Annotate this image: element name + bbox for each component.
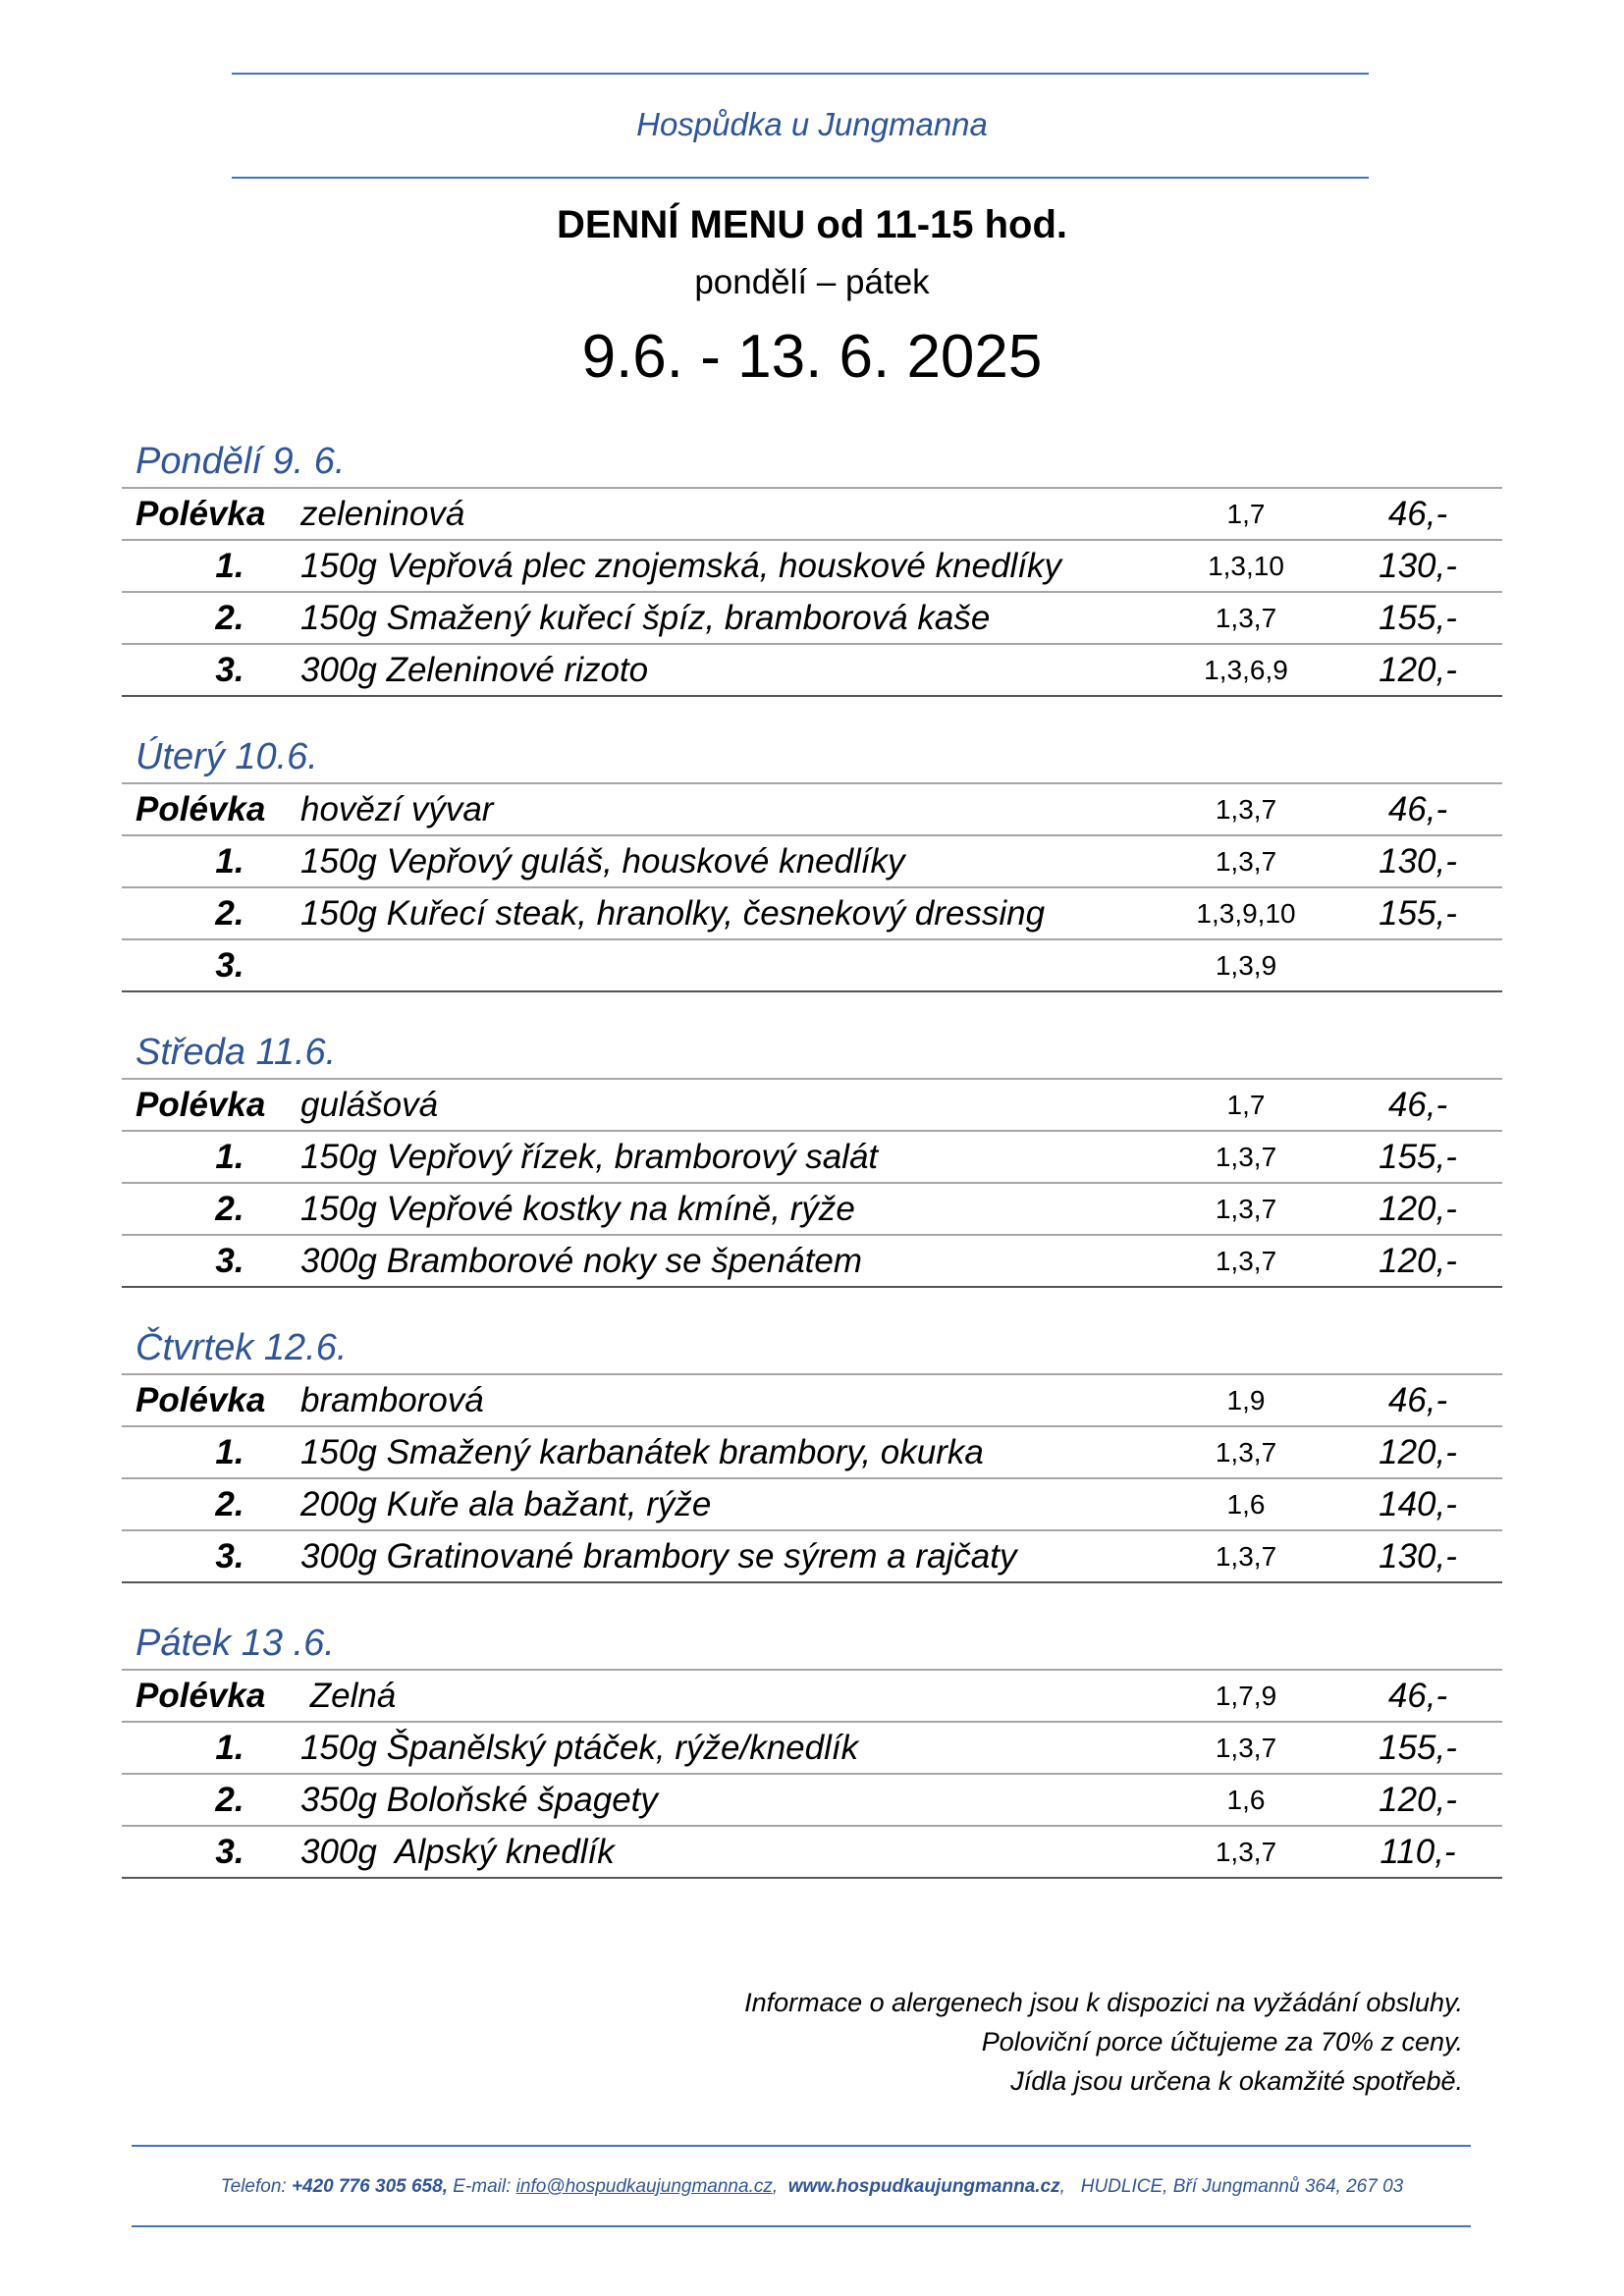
- dish-name: 350g Boloňské špagety: [300, 1781, 658, 1819]
- row-label: 2.: [215, 599, 244, 637]
- day-block-wednesday: [122, 1027, 1502, 1288]
- day-block-monday: [122, 436, 1502, 697]
- row-label: Polévka: [135, 790, 266, 828]
- menu-row-1: [122, 541, 1502, 593]
- menu-row-1: [122, 1723, 1502, 1775]
- allergens: 1,3,7: [1215, 1837, 1277, 1867]
- footer-bottom-rule: [132, 2225, 1471, 2227]
- price: 46,-: [1387, 495, 1448, 533]
- menu-row-soup: [122, 1671, 1502, 1723]
- menu-row-soup: [122, 784, 1502, 836]
- price: 155,-: [1379, 599, 1457, 637]
- price: 155,-: [1379, 894, 1457, 933]
- dish-name: bramborová: [300, 1381, 484, 1419]
- price: 130,-: [1379, 842, 1457, 881]
- allergens: 1,3,7: [1215, 1194, 1277, 1224]
- address-text: , HUDLICE, Bří Jungmannů 364, 267 03: [1059, 2176, 1404, 2197]
- menu-row-1: [122, 1132, 1502, 1184]
- price: 155,-: [1379, 1729, 1457, 1767]
- menu-row-2: [122, 1184, 1502, 1236]
- row-label: Polévka: [135, 1381, 266, 1419]
- day-heading: Úterý 10.6.: [122, 731, 1502, 784]
- allergens: 1,3,7: [1215, 794, 1277, 825]
- footer-separator: ,: [772, 2176, 788, 2197]
- allergens: 1,6: [1226, 1785, 1266, 1815]
- row-label: 2.: [215, 1781, 244, 1819]
- allergens: 1,9: [1226, 1385, 1266, 1415]
- allergens: 1,7,9: [1215, 1681, 1277, 1711]
- allergens: 1,3,7: [1215, 1437, 1277, 1468]
- contact-footer: [0, 2176, 1624, 2198]
- menu-title: DENNÍ MENU od 11-15 hod.: [556, 203, 1068, 246]
- dish-name: hovězí vývar: [300, 790, 494, 828]
- menu-row-1: [122, 836, 1502, 888]
- menu-row-soup: [122, 489, 1502, 541]
- row-label: 1.: [215, 842, 244, 881]
- row-label: 3.: [215, 1242, 244, 1280]
- price: 120,-: [1379, 1433, 1457, 1471]
- price: 46,-: [1387, 1677, 1448, 1715]
- header-top-rule: [232, 73, 1369, 75]
- phone-label: Telefon:: [220, 2176, 292, 2197]
- row-label: 1.: [215, 547, 244, 585]
- day-heading: Čtvrtek 12.6.: [122, 1322, 1502, 1375]
- row-label: 1.: [215, 1729, 244, 1767]
- price: 110,-: [1380, 1833, 1456, 1871]
- menu-row-3: [122, 1827, 1502, 1879]
- day-heading: Středa 11.6.: [122, 1027, 1502, 1080]
- dish-name: 150g Španělský ptáček, rýže/knedlík: [300, 1729, 859, 1767]
- price: 120,-: [1379, 1781, 1457, 1819]
- menu-row-1: [122, 1427, 1502, 1479]
- row-label: 1.: [215, 1433, 244, 1471]
- note-half-portion: Poloviční porce účtujeme za 70% z ceny.: [981, 2027, 1463, 2056]
- footnotes: [744, 1983, 1463, 2101]
- allergens: 1,3,9,10: [1196, 898, 1296, 929]
- day-block-tuesday: [122, 731, 1502, 992]
- allergens: 1,7: [1226, 1090, 1266, 1120]
- menu-row-3: [122, 940, 1502, 992]
- allergens: 1,7: [1226, 499, 1266, 529]
- footer-top-rule: [132, 2145, 1471, 2147]
- email-link[interactable]: info@hospudkaujungmanna.cz: [515, 2176, 773, 2197]
- price: 140,-: [1379, 1485, 1457, 1523]
- dish-name: 200g Kuře ala bažant, rýže: [300, 1485, 712, 1523]
- allergens: 1,3,7: [1215, 1142, 1277, 1172]
- dish-name: 150g Smažený kuřecí špíz, bramborová kaše: [300, 599, 991, 637]
- allergens: 1,3,6,9: [1204, 655, 1288, 685]
- price: 130,-: [1379, 1537, 1457, 1575]
- website-link[interactable]: www.hospudkaujungmanna.cz: [787, 2176, 1060, 2197]
- dish-name: 150g Vepřový řízek, bramborový salát: [300, 1138, 879, 1176]
- price: 155,-: [1379, 1138, 1457, 1176]
- dish-name: 150g Smažený karbanátek brambory, okurka: [300, 1433, 984, 1471]
- restaurant-name: Hospůdka u Jungmanna: [636, 106, 988, 142]
- dish-name: 150g Vepřový guláš, houskové knedlíky: [300, 842, 905, 881]
- dish-name: 150g Vepřová plec znojemská, houskové knedlíky: [300, 547, 1061, 585]
- row-label: 2.: [215, 1190, 244, 1228]
- allergens: 1,6: [1226, 1489, 1266, 1520]
- row-label: Polévka: [135, 1677, 266, 1715]
- phone-number: +420 776 305 658,: [291, 2176, 448, 2197]
- dish-name: 300g Alpský knedlík: [300, 1833, 615, 1871]
- header-bottom-rule: [232, 177, 1369, 179]
- menu-row-3: [122, 1236, 1502, 1288]
- menu-row-2: [122, 1775, 1502, 1827]
- allergens: 1,3,7: [1215, 1541, 1277, 1572]
- day-block-friday: [122, 1618, 1502, 1879]
- allergens: 1,3,7: [1215, 1246, 1277, 1276]
- row-label: Polévka: [135, 1086, 266, 1124]
- dish-name: Zelná: [300, 1677, 397, 1715]
- email-label: E-mail:: [447, 2176, 516, 2197]
- day-heading: Pondělí 9. 6.: [122, 436, 1502, 489]
- allergens: 1,3,10: [1208, 551, 1284, 581]
- row-label: 1.: [215, 1138, 244, 1176]
- row-label: 3.: [215, 651, 244, 689]
- dish-name: 300g Gratinované brambory se sýrem a rajčaty: [300, 1537, 1017, 1575]
- allergens: 1,3,7: [1215, 846, 1277, 877]
- day-block-thursday: [122, 1322, 1502, 1583]
- menu-row-soup: [122, 1375, 1502, 1427]
- price: 120,-: [1379, 1242, 1457, 1280]
- row-label: Polévka: [135, 495, 266, 533]
- row-label: 3.: [215, 1833, 244, 1871]
- menu-row-3: [122, 1531, 1502, 1583]
- price: 120,-: [1379, 651, 1457, 689]
- dish-name: 150g Kuřecí steak, hranolky, česnekový dressing: [300, 894, 1046, 933]
- price: 46,-: [1387, 790, 1448, 828]
- price: 46,-: [1387, 1086, 1448, 1124]
- menu-row-2: [122, 888, 1502, 940]
- menu-dates: 9.6. - 13. 6. 2025: [581, 323, 1043, 391]
- allergens: 1,3,7: [1215, 603, 1277, 633]
- price: 46,-: [1387, 1381, 1448, 1419]
- price: 130,-: [1379, 547, 1457, 585]
- row-label: 2.: [215, 894, 244, 933]
- menu-row-2: [122, 593, 1502, 645]
- row-label: 3.: [215, 946, 244, 985]
- menu-row-2: [122, 1479, 1502, 1531]
- note-allergens: Informace o alergenech jsou k dispozici na vyžádání obsluhy.: [744, 1988, 1463, 2017]
- row-label: 3.: [215, 1537, 244, 1575]
- price: 120,-: [1379, 1190, 1457, 1228]
- menu-subtitle: pondělí – pátek: [694, 263, 930, 301]
- dish-name: gulášová: [300, 1086, 439, 1124]
- note-consumption: Jídla jsou určena k okamžité spotřebě.: [1010, 2066, 1463, 2096]
- dish-name: 150g Vepřové kostky na kmíně, rýže: [300, 1190, 855, 1228]
- row-label: 2.: [215, 1485, 244, 1523]
- allergens: 1,3,7: [1215, 1733, 1277, 1763]
- day-heading: Pátek 13 .6.: [122, 1618, 1502, 1671]
- dish-name: 300g Bramborové noky se špenátem: [300, 1242, 862, 1280]
- dish-name: 300g Zeleninové rizoto: [300, 651, 649, 689]
- menu-row-soup: [122, 1080, 1502, 1132]
- menu-row-3: [122, 645, 1502, 697]
- allergens: 1,3,9: [1215, 950, 1277, 981]
- dish-name: zeleninová: [300, 495, 465, 533]
